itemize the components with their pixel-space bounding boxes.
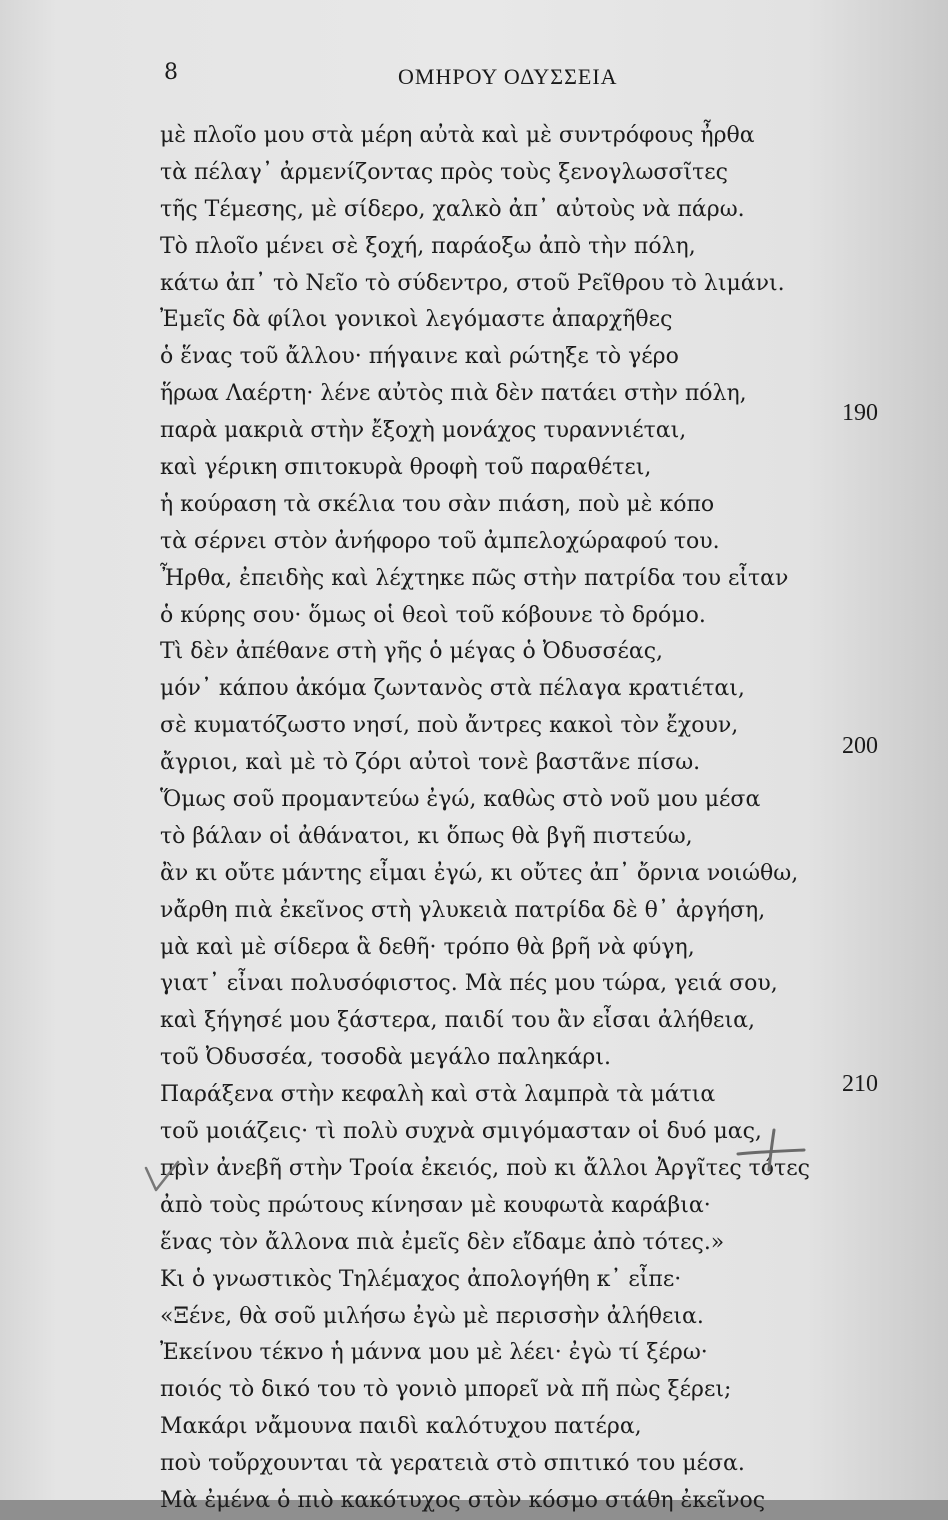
verse-line: Μακάρι νἄμουνα παιδὶ καλότυχου πατέρα,	[160, 1414, 642, 1440]
verse-line: σὲ κυματόζωστο νησί, ποὺ ἄντρες κακοὶ τὸν ἔχουν,	[160, 713, 739, 739]
verse-line: Τὶ δὲν ἀπέθανε στὴ γῆς ὁ μέγας ὁ Ὀδυσσέας,	[160, 639, 664, 665]
verse-block	[160, 118, 840, 1520]
verse-line: νἄρθη πιὰ ἐκεῖνος στὴ γλυκειὰ πατρίδα δὲ θ᾽ ἀργήση,	[160, 897, 766, 923]
verse-line: καὶ ξήγησέ μου ξάστερα, παιδί του ἂν εἶσαι ἀλήθεια,	[160, 1008, 755, 1034]
line-number-210: 210	[842, 1071, 878, 1097]
verse-line: ὁ κύρης σου· ὅμως οἱ θεοὶ τοῦ κόβουνε τὸ δρόμο.	[160, 602, 706, 628]
pencil-cross-mark	[736, 1124, 806, 1174]
verse-line: τὰ πέλαγ᾽ ἀρμενίζοντας πρὸς τοὺς ξενογλωσσῖτες	[160, 159, 728, 185]
verse-line: πρὶν ἀνεβῆ στὴν Τροία ἐκειός, ποὺ κι ἄλλοι Ἀργῖτες τότες	[160, 1155, 810, 1181]
verse-line: ποὺ τοὔρχουνται τὰ γερατειὰ στὸ σπιτικό του μέσα.	[160, 1451, 745, 1477]
verse-line: τοῦ Ὀδυσσέα, τοσοδὰ μεγάλο παληκάρι.	[160, 1045, 611, 1071]
verse-line: καὶ γέρικη σπιτοκυρὰ θροφὴ τοῦ παραθέτει,	[160, 455, 652, 481]
verse-line: ποιός τὸ δικό του τὸ γονιὸ μπορεῖ νὰ πῆ πὼς ξέρει;	[160, 1377, 732, 1403]
verse-line: κάτω ἀπ᾽ τὸ Νεῖο τὸ σύδεντρο, στοῦ Ρεῖθρου τὸ λιμάνι.	[160, 270, 785, 296]
verse-line: Κι ὁ γνωστικὸς Τηλέμαχος ἀπολογήθη κ᾽ εἶπε·	[160, 1266, 682, 1292]
verse-line: μόν᾽ κάπου ἀκόμα ζωντανὸς στὰ πέλαγα κρατιέται,	[160, 676, 745, 702]
verse-line: τῆς Τέμεσης, μὲ σίδερο, χαλκὸ ἀπ᾽ αὐτοὺς νὰ πάρω.	[160, 196, 745, 222]
verse-line: ὁ ἕνας τοῦ ἄλλου· πήγαινε καὶ ρώτηξε τὸ γέρο	[160, 344, 679, 370]
verse-line: τὰ σέρνει στὸν ἀνήφορο τοῦ ἀμπελοχώραφού του.	[160, 528, 720, 554]
verse-line: γιατ᾽ εἶναι πολυσόφιστος. Μὰ πές μου τώρα, γειά σου,	[160, 971, 778, 997]
verse-line: ἀπὸ τοὺς πρώτους κίνησαν μὲ κουφωτὰ καράβια·	[160, 1192, 711, 1218]
verse-line: Ὅμως σοῦ προμαντεύω ἐγώ, καθὼς στὸ νοῦ μου μέσα	[160, 787, 761, 813]
verse-line: ἄγριοι, καὶ μὲ τὸ ζόρι αὐτοὶ τονὲ βαστᾶνε πίσω.	[160, 750, 701, 776]
verse-line: Μὰ ἐμένα ὁ πιὸ κακότυχος στὸν κόσμο στάθη ἐκεῖνος	[160, 1487, 766, 1513]
verse-line: ἥρωα Λαέρτη· λένε αὐτὸς πιὰ δὲν πατάει στὴν πόλη,	[160, 381, 747, 407]
verse-line: «Ξένε, θὰ σοῦ μιλήσω ἐγὼ μὲ περισσὴν ἀλήθεια.	[160, 1303, 704, 1329]
verse-line: Τὸ πλοῖο μένει σὲ ξοχή, παράοξω ἀπὸ τὴν πόλη,	[160, 233, 696, 259]
pencil-check-mark	[142, 1158, 182, 1198]
verse-line: παρὰ μακριὰ στὴν ἔξοχὴ μονάχος τυραννιέται,	[160, 418, 687, 444]
line-number-190: 190	[842, 400, 878, 426]
verse-line: τὸ βάλαν οἱ ἀθάνατοι, κι ὅπως θὰ βγῆ πιστεύω,	[160, 823, 693, 849]
verse-line: ἡ κούραση τὰ σκέλια του σὰν πιάση, ποὺ μὲ κόπο	[160, 491, 715, 517]
line-number-200: 200	[842, 733, 878, 759]
verse-line: Παράξενα στὴν κεφαλὴ καὶ στὰ λαμπρὰ τὰ μάτια	[160, 1082, 716, 1108]
verse-line: μὰ καὶ μὲ σίδερα ἃ δεθῆ· τρόπο θὰ βρῆ νὰ φύγη,	[160, 934, 695, 960]
verse-line: μὲ πλοῖο μου στὰ μέρη αὐτὰ καὶ μὲ συντρόφους ἦρθα	[160, 123, 755, 148]
page-number: 8	[164, 60, 178, 85]
verse-line: Ἐμεῖς δὰ φίλοι γονικοὶ λεγόμαστε ἀπαρχῆθες	[160, 307, 673, 333]
verse-line: ἂν κι οὔτε μάντης εἶμαι ἐγώ, κι οὔτες ἀπ᾽ ὄρνια νοιώθω,	[160, 860, 799, 886]
verse-line: τοῦ μοιάζεις· τὶ πολὺ συχνὰ σμιγόμασταν οἱ δυό μας,	[160, 1119, 762, 1145]
verse-line: ἕνας τὸν ἄλλονα πιὰ ἐμεῖς δὲν εἴδαμε ἀπὸ τότες.»	[160, 1229, 725, 1255]
verse-line: Ἐκείνου τέκνο ἡ μάννα μου μὲ λέει· ἐγὼ τί ξέρω·	[160, 1340, 708, 1366]
verse-line: Ἦρθα, ἐπειδὴς καὶ λέχτηκε πῶς στὴν πατρίδα του εἶταν	[160, 565, 789, 591]
running-title: ΟΜΗΡΟΥ ΟΔΥΣΣΕΙΑ	[398, 64, 618, 89]
